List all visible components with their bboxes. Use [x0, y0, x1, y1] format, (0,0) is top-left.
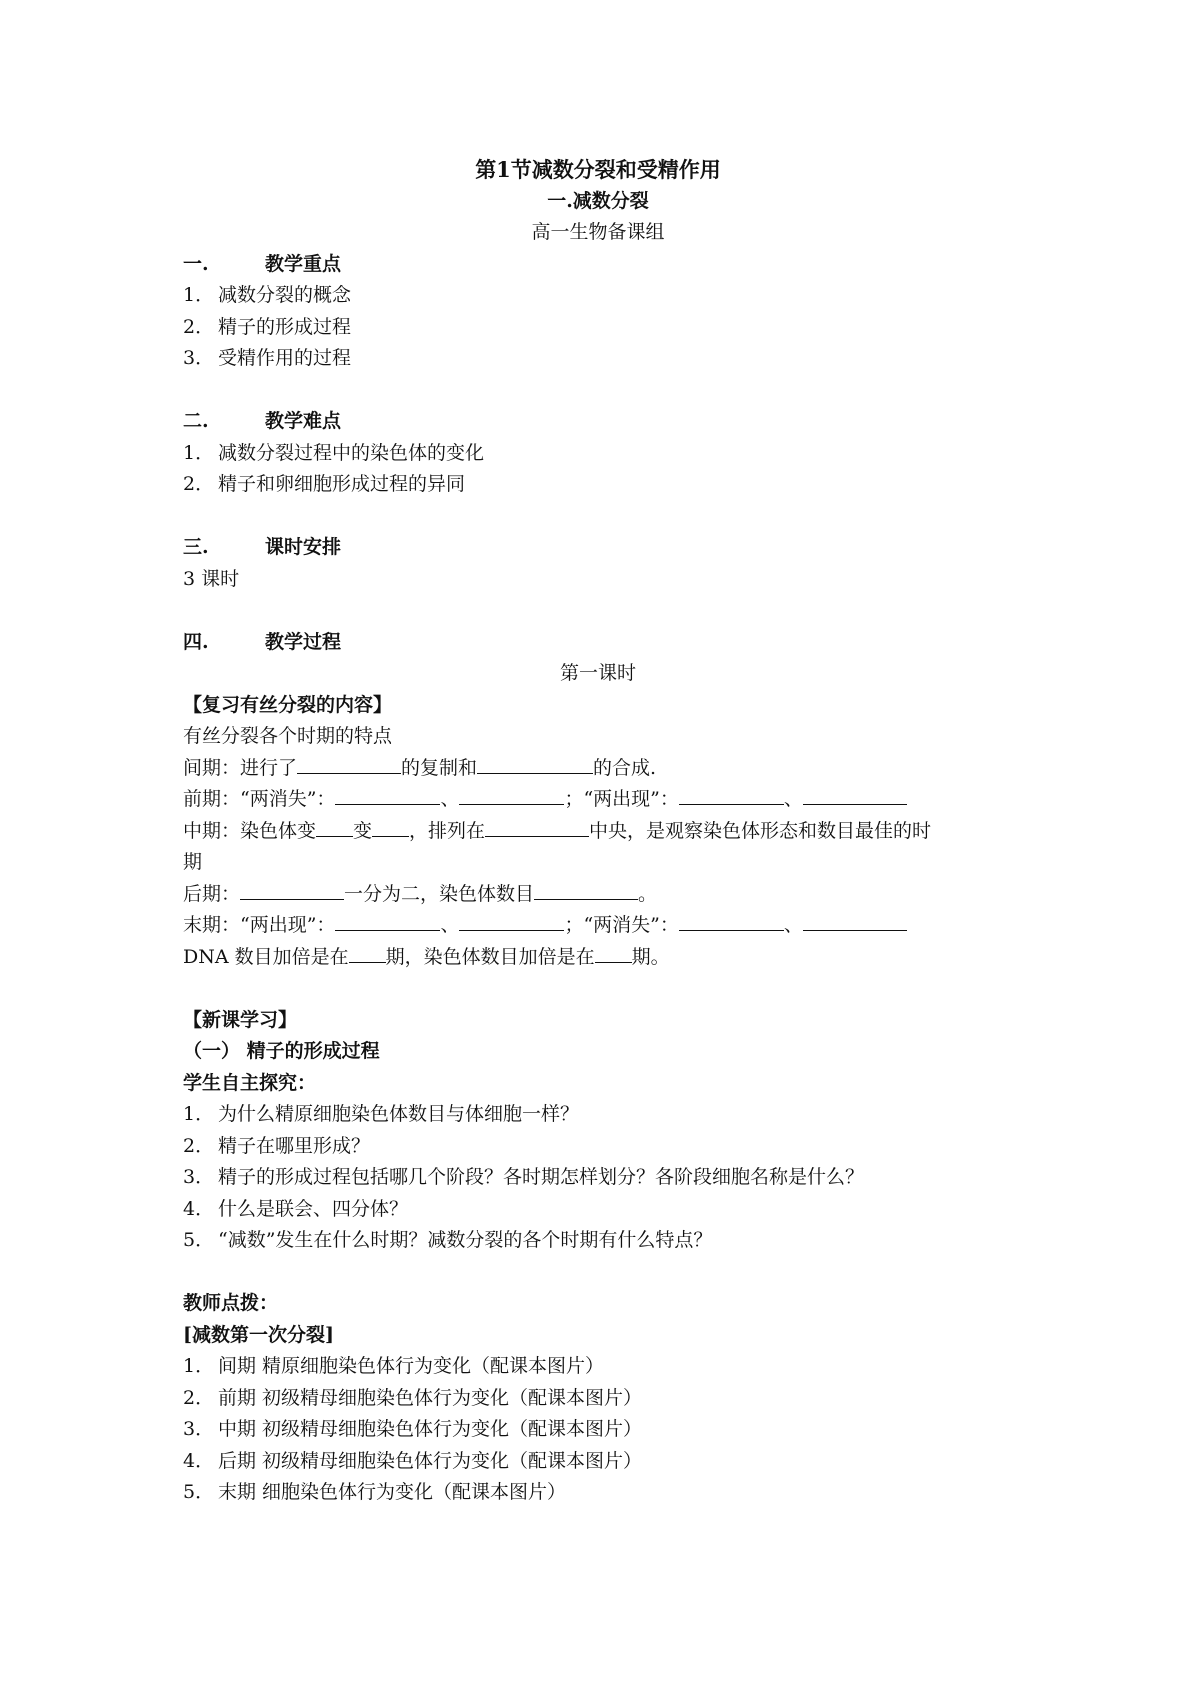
section-heading-process: 四. 教学过程 [183, 630, 342, 653]
fill-blank[interactable] [459, 787, 564, 805]
page-title: 第1节减数分裂和受精作用 [475, 157, 721, 182]
section-heading-teaching-focus: 一. 教学重点 [183, 252, 342, 275]
question-item: 4． 什么是联会、四分体？ [183, 1197, 409, 1220]
document-body [183, 154, 1013, 1509]
fill-blank[interactable] [335, 913, 440, 931]
lesson-label: 第一课时 [559, 662, 636, 684]
fill-blank[interactable] [316, 819, 353, 837]
stage-item: 1． 间期 精原细胞染色体行为变化（配课本图片） [183, 1355, 605, 1377]
review-intro: 有丝分裂各个时期的特点 [183, 725, 393, 747]
stage-item: 3． 中期 初级精母细胞染色体行为变化（配课本图片） [183, 1418, 643, 1440]
metaphase-line-wrap: 期 [183, 851, 203, 873]
fill-blank[interactable] [297, 756, 401, 774]
fill-blank[interactable] [803, 913, 907, 931]
fill-blank[interactable] [240, 882, 344, 900]
stage-item: 2． 前期 初级精母细胞染色体行为变化（配课本图片） [183, 1386, 643, 1409]
stage-item: 4． 后期 初级精母细胞染色体行为变化（配课本图片） [183, 1449, 643, 1472]
prophase-line: 前期：“两消失”： 、 ；“两出现”： 、 [183, 784, 1013, 816]
fill-blank[interactable] [679, 913, 784, 931]
fill-blank[interactable] [803, 787, 907, 805]
teacher-guidance-heading: 教师点拨： [183, 1292, 279, 1314]
fill-blank[interactable] [485, 819, 589, 837]
question-item: 1． 为什么精原细胞染色体数目与体细胞一样？ [183, 1103, 580, 1125]
fill-blank[interactable] [477, 756, 593, 774]
question-item: 5． “减数”发生在什么时期？减数分裂的各个时期有什么特点？ [183, 1229, 713, 1251]
section-heading-schedule: 三. 课时安排 [183, 536, 342, 558]
telophase-line: 末期：“两出现”： 、 ；“两消失”： 、 [183, 910, 1013, 942]
schedule-text: 3 课时 [183, 567, 240, 590]
fill-blank[interactable] [459, 913, 564, 931]
fill-blank[interactable] [595, 945, 632, 963]
dna-line: DNA 数目加倍是在 期，染色体数目加倍是在 期。 [183, 945, 670, 968]
fill-blank[interactable] [534, 882, 638, 900]
new-lesson-heading: 【新课学习】 [183, 1008, 298, 1031]
fill-blank[interactable] [335, 787, 440, 805]
question-item: 2． 精子在哪里形成？ [183, 1134, 371, 1157]
metaphase-line: 中期：染色体变 变 ，排列在 中央，是观察染色体形态和数目最佳的时 [183, 819, 932, 842]
fill-blank[interactable] [372, 819, 409, 837]
list-item: 2． 精子的形成过程 [183, 315, 352, 338]
list-item: 1． 减数分裂的概念 [183, 284, 352, 306]
fill-blank[interactable] [349, 945, 386, 963]
anaphase-line: 后期： 一分为二，染色体数目 。 [183, 882, 658, 905]
page-subtitle: 一.减数分裂 [547, 189, 649, 212]
review-heading: 【复习有丝分裂的内容】 [183, 693, 393, 716]
list-item: 3． 受精作用的过程 [183, 347, 352, 369]
stage-item: 5． 末期 细胞染色体行为变化（配课本图片） [183, 1481, 567, 1503]
list-item: 1． 减数分裂过程中的染色体的变化 [183, 441, 485, 464]
fill-blank[interactable] [679, 787, 784, 805]
list-item: 2． 精子和卵细胞形成过程的异同 [183, 473, 466, 495]
interphase-line: 间期：进行了 的复制和 的合成. [183, 756, 657, 779]
meiosis-one-heading: [减数第一次分裂] [183, 1323, 334, 1346]
section-heading-teaching-difficulties: 二. 教学难点 [183, 410, 342, 432]
author-line: 高一生物备课组 [531, 221, 665, 243]
self-explore-heading: 学生自主探究： [183, 1071, 317, 1094]
question-item: 3． 精子的形成过程包括哪几个阶段？各时期怎样划分？各阶段细胞名称是什么？ [183, 1166, 865, 1188]
sperm-formation-heading: （一） 精子的形成过程 [183, 1040, 380, 1062]
